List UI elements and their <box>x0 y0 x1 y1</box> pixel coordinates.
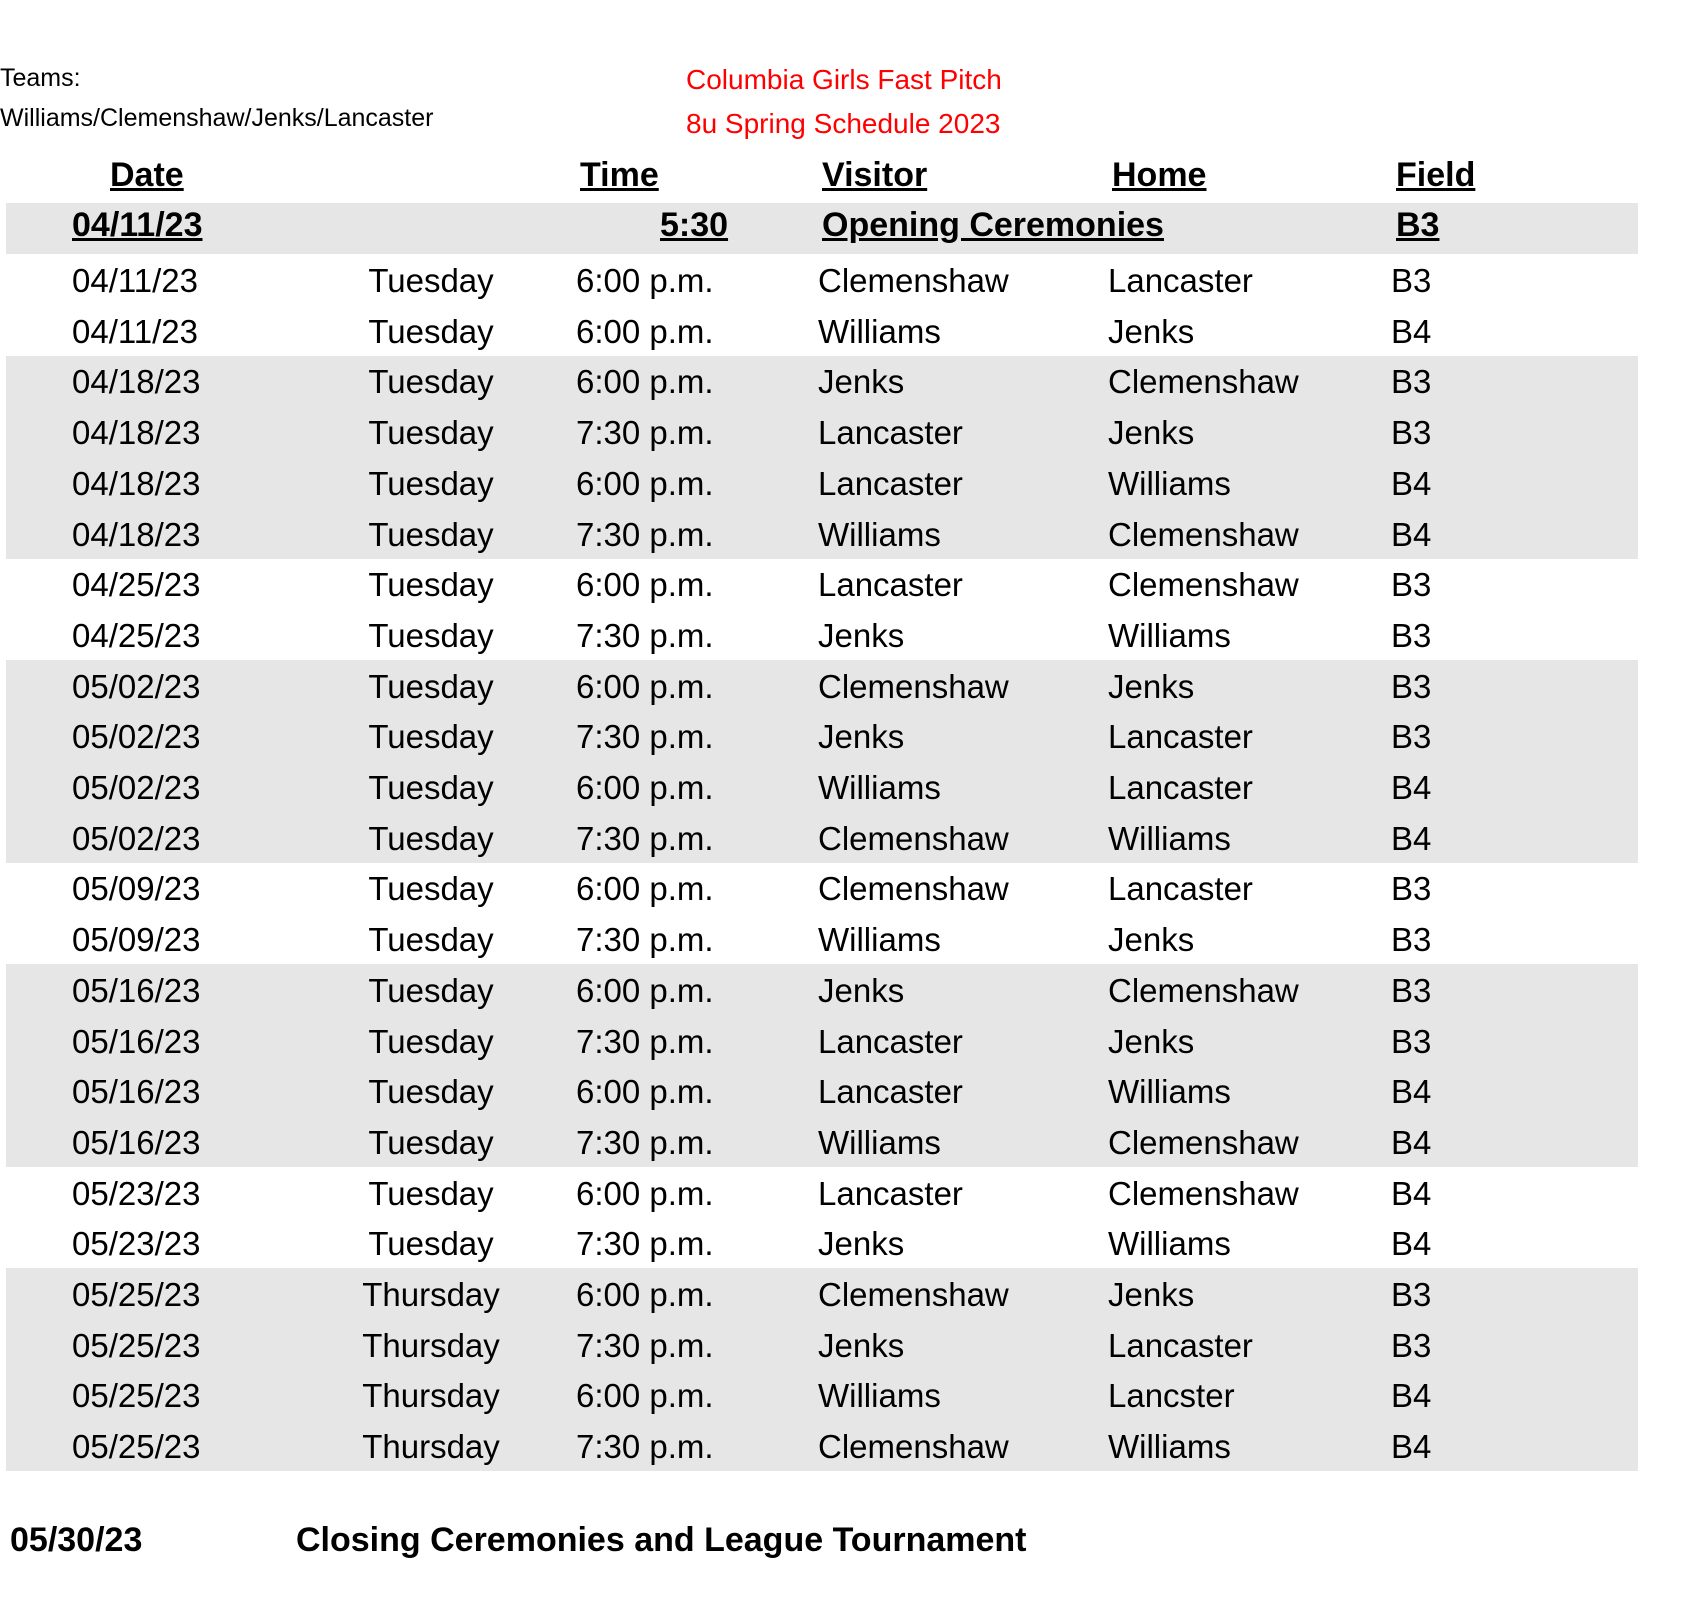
game-visitor: Williams <box>818 515 941 553</box>
table-row <box>0 457 1694 508</box>
game-time: 6:00 p.m. <box>576 464 714 502</box>
game-date: 05/02/23 <box>72 819 201 857</box>
game-visitor: Clemenshaw <box>818 819 1009 857</box>
game-date: 04/18/23 <box>72 363 201 401</box>
game-field: B4 <box>1391 1225 1432 1263</box>
table-row <box>0 355 1694 406</box>
game-day: Tuesday <box>368 312 494 350</box>
game-field: B4 <box>1391 1123 1432 1161</box>
game-time: 7:30 p.m. <box>576 1123 714 1161</box>
game-home: Clemenshaw <box>1108 971 1299 1009</box>
game-date: 04/18/23 <box>72 464 201 502</box>
game-home: Clemenshaw <box>1108 515 1299 553</box>
game-date: 05/25/23 <box>72 1377 201 1415</box>
game-day: Tuesday <box>368 971 494 1009</box>
game-day: Tuesday <box>368 1225 494 1263</box>
game-field: B4 <box>1391 1428 1432 1466</box>
table-row <box>0 1369 1694 1420</box>
table-row <box>0 710 1694 761</box>
game-time: 7:30 p.m. <box>576 1022 714 1060</box>
header-field: Field <box>1396 156 1476 194</box>
game-home: Williams <box>1108 819 1231 857</box>
game-day: Tuesday <box>368 870 494 908</box>
game-home: Lancster <box>1108 1377 1235 1415</box>
game-day: Thursday <box>362 1276 500 1313</box>
game-date: 05/25/23 <box>72 1428 201 1466</box>
table-row <box>0 1420 1694 1471</box>
game-visitor: Clemenshaw <box>818 1428 1009 1466</box>
header-date: Date <box>110 156 184 194</box>
opening-label: Opening Ceremonies <box>822 206 1164 244</box>
opening-time: 5:30 <box>660 206 729 244</box>
game-date: 05/25/23 <box>72 1326 201 1364</box>
game-home: Lancaster <box>1108 718 1253 756</box>
game-time: 6:00 p.m. <box>576 667 714 705</box>
game-time: 7:30 p.m. <box>576 1428 714 1466</box>
game-visitor: Jenks <box>818 718 905 756</box>
opening-date: 04/11/23 <box>72 206 203 244</box>
game-home: Williams <box>1108 1073 1231 1111</box>
table-row <box>0 508 1694 559</box>
teams-label: Teams: <box>0 64 81 92</box>
game-time: 7:30 p.m. <box>576 718 714 756</box>
game-field: B3 <box>1391 1276 1432 1313</box>
game-field: B3 <box>1391 667 1432 705</box>
game-home: Jenks <box>1108 921 1195 959</box>
table-row <box>0 1319 1694 1370</box>
table-row <box>0 761 1694 812</box>
game-day: Tuesday <box>368 515 494 553</box>
game-day: Tuesday <box>368 1073 494 1111</box>
game-day: Thursday <box>362 1326 500 1364</box>
table-row <box>0 406 1694 457</box>
game-time: 6:00 p.m. <box>576 769 714 806</box>
game-date: 05/16/23 <box>72 1123 201 1161</box>
game-field: B3 <box>1391 414 1432 452</box>
game-field: B4 <box>1391 464 1432 502</box>
game-field: B3 <box>1391 1022 1432 1060</box>
closing-label: Closing Ceremonies and League Tournament <box>296 1521 1027 1559</box>
game-date: 05/09/23 <box>72 870 201 908</box>
table-row <box>0 964 1694 1015</box>
game-time: 6:00 p.m. <box>576 1377 714 1415</box>
game-date: 04/11/23 <box>72 262 199 299</box>
game-field: B3 <box>1391 616 1432 654</box>
game-field: B4 <box>1391 819 1432 857</box>
game-field: B4 <box>1391 515 1432 553</box>
game-time: 6:00 p.m. <box>576 1276 714 1313</box>
game-date: 04/11/23 <box>72 312 199 350</box>
game-field: B3 <box>1391 870 1432 908</box>
game-day: Tuesday <box>368 363 494 401</box>
game-home: Williams <box>1108 1225 1231 1263</box>
game-field: B3 <box>1391 566 1432 604</box>
game-time: 6:00 p.m. <box>576 870 714 908</box>
game-time: 7:30 p.m. <box>576 921 714 959</box>
game-date: 05/23/23 <box>72 1225 201 1263</box>
game-home: Jenks <box>1108 312 1195 350</box>
schedule-subtitle: 8u Spring Schedule 2023 <box>686 108 1001 139</box>
schedule-title: Columbia Girls Fast Pitch <box>686 64 1002 95</box>
game-field: B4 <box>1391 312 1432 350</box>
game-day: Thursday <box>362 1377 500 1415</box>
game-time: 7:30 p.m. <box>576 1326 714 1364</box>
game-visitor: Lancaster <box>818 566 963 604</box>
closing-date: 05/30/23 <box>10 1521 143 1559</box>
table-row <box>0 660 1694 711</box>
game-home: Williams <box>1108 464 1231 502</box>
game-home: Williams <box>1108 1428 1231 1466</box>
game-home: Lancaster <box>1108 1326 1253 1364</box>
table-row <box>0 1065 1694 1116</box>
game-field: B3 <box>1391 718 1432 756</box>
game-visitor: Williams <box>818 1377 941 1415</box>
game-visitor: Lancaster <box>818 1174 963 1212</box>
game-day: Tuesday <box>368 1022 494 1060</box>
game-time: 6:00 p.m. <box>576 363 714 401</box>
game-day: Tuesday <box>368 616 494 654</box>
game-visitor: Williams <box>818 769 941 806</box>
game-home: Clemenshaw <box>1108 1174 1299 1212</box>
game-home: Lancaster <box>1108 262 1253 299</box>
game-visitor: Williams <box>818 921 941 959</box>
table-row <box>0 913 1694 964</box>
game-day: Tuesday <box>368 414 494 452</box>
game-home: Jenks <box>1108 667 1195 705</box>
game-visitor: Williams <box>818 312 941 350</box>
game-date: 05/02/23 <box>72 718 201 756</box>
game-visitor: Jenks <box>818 363 905 401</box>
game-time: 7:30 p.m. <box>576 1225 714 1263</box>
game-field: B3 <box>1391 971 1432 1009</box>
game-date: 04/18/23 <box>72 414 201 452</box>
table-row <box>0 1167 1694 1218</box>
game-time: 6:00 p.m. <box>576 262 714 299</box>
game-time: 7:30 p.m. <box>576 819 714 857</box>
game-date: 05/02/23 <box>72 667 201 705</box>
opening-field: B3 <box>1396 206 1440 244</box>
game-visitor: Clemenshaw <box>818 262 1009 299</box>
game-time: 6:00 p.m. <box>576 1174 714 1212</box>
game-time: 6:00 p.m. <box>576 1073 714 1111</box>
game-day: Tuesday <box>368 566 494 604</box>
game-day: Tuesday <box>368 1123 494 1161</box>
game-date: 05/09/23 <box>72 921 201 959</box>
table-row <box>0 558 1694 609</box>
game-home: Clemenshaw <box>1108 363 1299 401</box>
game-date: 05/16/23 <box>72 1073 201 1111</box>
game-date: 04/25/23 <box>72 566 201 604</box>
game-home: Clemenshaw <box>1108 1123 1299 1161</box>
game-day: Tuesday <box>368 769 494 806</box>
game-visitor: Lancaster <box>818 414 963 452</box>
game-time: 7:30 p.m. <box>576 616 714 654</box>
game-field: B3 <box>1391 1326 1432 1364</box>
game-date: 05/02/23 <box>72 769 201 806</box>
game-day: Tuesday <box>368 819 494 857</box>
header-home: Home <box>1112 156 1207 194</box>
game-home: Lancaster <box>1108 769 1253 806</box>
game-visitor: Jenks <box>818 616 905 654</box>
game-day: Tuesday <box>368 262 494 299</box>
game-field: B4 <box>1391 1174 1432 1212</box>
game-day: Tuesday <box>368 464 494 502</box>
game-field: B3 <box>1391 921 1432 959</box>
game-home: Jenks <box>1108 1022 1195 1060</box>
game-field: B3 <box>1391 262 1432 299</box>
game-date: 05/25/23 <box>72 1276 201 1313</box>
game-date: 04/25/23 <box>72 616 201 654</box>
game-visitor: Clemenshaw <box>818 1276 1009 1313</box>
game-day: Tuesday <box>368 921 494 959</box>
game-visitor: Lancaster <box>818 1073 963 1111</box>
game-field: B4 <box>1391 1377 1432 1415</box>
game-visitor: Lancaster <box>818 1022 963 1060</box>
game-date: 05/16/23 <box>72 971 201 1009</box>
table-row <box>0 254 1694 305</box>
game-day: Tuesday <box>368 1174 494 1212</box>
game-day: Tuesday <box>368 718 494 756</box>
game-time: 6:00 p.m. <box>576 566 714 604</box>
game-visitor: Lancaster <box>818 464 963 502</box>
game-time: 6:00 p.m. <box>576 971 714 1009</box>
header-time: Time <box>580 156 659 194</box>
game-visitor: Williams <box>818 1123 941 1161</box>
game-visitor: Jenks <box>818 971 905 1009</box>
game-date: 05/16/23 <box>72 1022 201 1060</box>
game-field: B3 <box>1391 363 1432 401</box>
table-row <box>0 305 1694 356</box>
game-field: B4 <box>1391 769 1432 806</box>
table-row <box>0 812 1694 863</box>
game-visitor: Jenks <box>818 1326 905 1364</box>
table-row <box>0 1116 1694 1167</box>
game-home: Jenks <box>1108 414 1195 452</box>
game-date: 04/18/23 <box>72 515 201 553</box>
table-row <box>0 1217 1694 1268</box>
game-visitor: Jenks <box>818 1225 905 1263</box>
game-time: 7:30 p.m. <box>576 515 714 553</box>
game-home: Williams <box>1108 616 1231 654</box>
game-field: B4 <box>1391 1073 1432 1111</box>
game-visitor: Clemenshaw <box>818 667 1009 705</box>
game-home: Clemenshaw <box>1108 566 1299 604</box>
table-row <box>0 862 1694 913</box>
header-visitor: Visitor <box>822 156 928 194</box>
game-date: 05/23/23 <box>72 1174 201 1212</box>
game-day: Thursday <box>362 1428 500 1466</box>
game-home: Lancaster <box>1108 870 1253 908</box>
teams-list: Williams/Clemenshaw/Jenks/Lancaster <box>0 104 434 132</box>
game-day: Tuesday <box>368 667 494 705</box>
game-time: 7:30 p.m. <box>576 414 714 452</box>
table-row <box>0 609 1694 660</box>
game-visitor: Clemenshaw <box>818 870 1009 908</box>
table-row <box>0 1268 1694 1319</box>
game-home: Jenks <box>1108 1276 1195 1313</box>
table-row <box>0 1015 1694 1066</box>
game-time: 6:00 p.m. <box>576 312 714 350</box>
